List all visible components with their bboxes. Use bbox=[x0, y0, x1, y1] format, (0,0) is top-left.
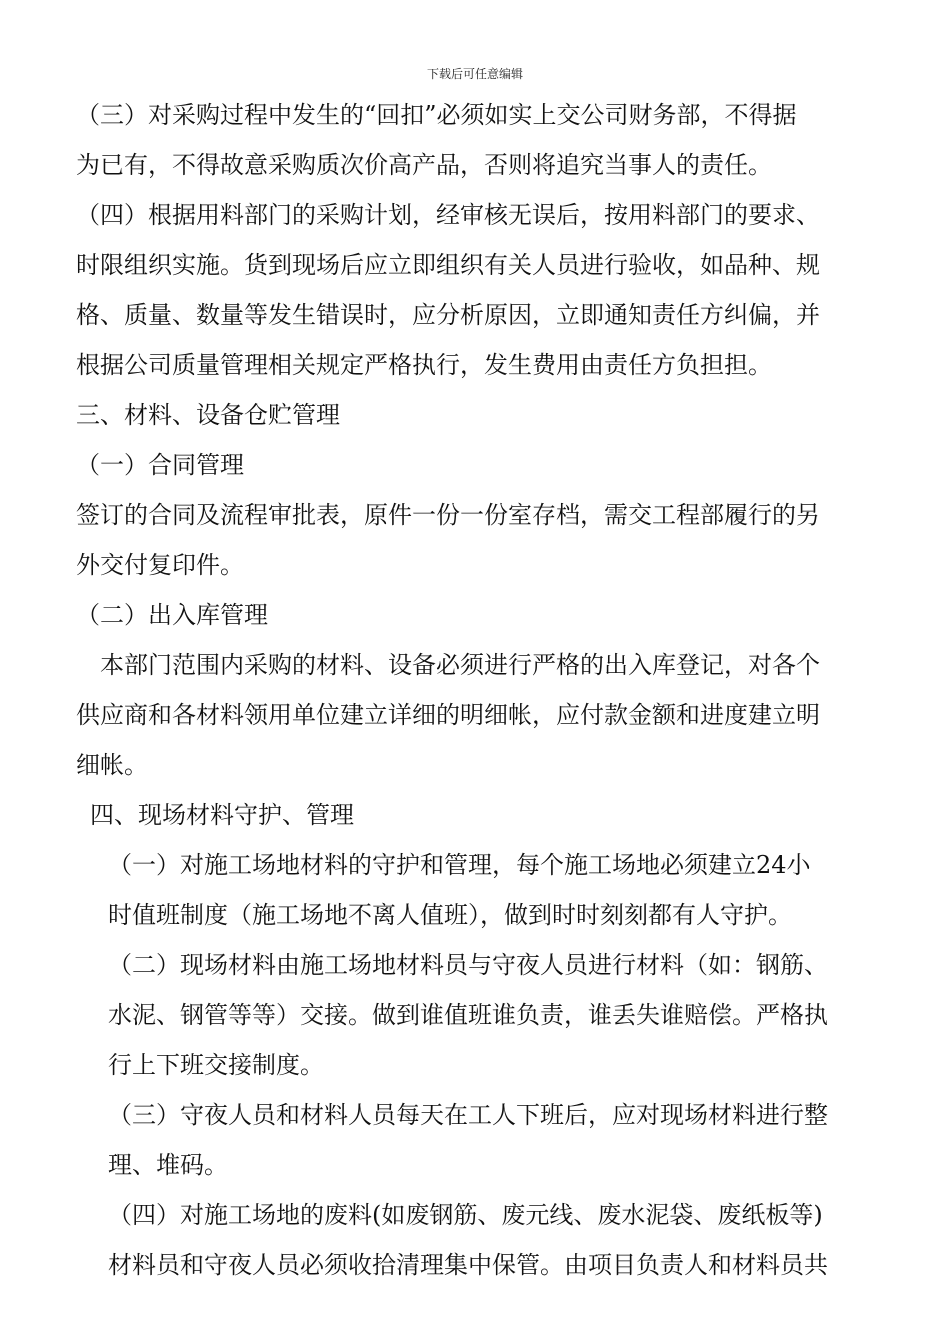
section-heading: 四、现场材料守护、管理 bbox=[90, 801, 354, 829]
paragraph-line: 行上下班交接制度。 bbox=[108, 1051, 324, 1079]
subsection-heading: （二）出入库管理 bbox=[76, 601, 268, 629]
paragraph-line: 根据公司质量管理相关规定严格执行，发生费用由责任方负担担。 bbox=[76, 351, 772, 379]
subsection-heading: （一）合同管理 bbox=[76, 451, 244, 479]
paragraph-line: 水泥、钢管等等）交接。做到谁值班谁负责，谁丢失谁赔偿。严格执 bbox=[108, 1001, 828, 1029]
paragraph-line: 为已有，不得故意采购质次价高产品，否则将追究当事人的责任。 bbox=[76, 151, 772, 179]
paragraph-line: （三）守夜人员和材料人员每天在工人下班后，应对现场材料进行整 bbox=[108, 1101, 828, 1129]
paragraph-line: 本部门范围内采购的材料、设备必须进行严格的出入库登记，对各个 bbox=[100, 651, 820, 679]
paragraph-line: （二）现场材料由施工场地材料员与守夜人员进行材料（如：钢筋、 bbox=[108, 951, 828, 979]
section-heading: 三、材料、设备仓贮管理 bbox=[76, 401, 340, 429]
paragraph-line: 细帐。 bbox=[76, 751, 148, 779]
paragraph-line: 签订的合同及流程审批表，原件一份一份室存档，需交工程部履行的另 bbox=[76, 501, 820, 529]
page-header: 下载后可任意编辑 bbox=[426, 67, 523, 81]
paragraph-line: （四）对施工场地的废料(如废钢筋、废元线、废水泥袋、废纸板等) bbox=[108, 1201, 823, 1229]
paragraph-line: 时限组织实施。货到现场后应立即组织有关人员进行验收，如品种、规 bbox=[76, 251, 820, 279]
paragraph-line: （三）对采购过程中发生的“回扣”必须如实上交公司财务部，不得据 bbox=[76, 101, 797, 129]
document-body bbox=[76, 90, 881, 1290]
paragraph-line: 格、质量、数量等发生错误时，应分析原因，立即通知责任方纠偏，并 bbox=[76, 301, 820, 329]
paragraph-line: 材料员和守夜人员必须收拾清理集中保管。由项目负责人和材料员共 bbox=[108, 1251, 828, 1279]
paragraph-line: （四）根据用料部门的采购计划，经审核无误后，按用料部门的要求、 bbox=[76, 201, 820, 229]
paragraph-line: 理、堆码。 bbox=[108, 1151, 228, 1179]
paragraph-line: 外交付复印件。 bbox=[76, 551, 244, 579]
paragraph-line: 时值班制度（施工场地不离人值班），做到时时刻刻都有人守护。 bbox=[108, 901, 792, 929]
paragraph-line: （一）对施工场地材料的守护和管理，每个施工场地必须建立24小 bbox=[108, 851, 811, 879]
paragraph-line: 供应商和各材料领用单位建立详细的明细帐，应付款金额和进度建立明 bbox=[76, 701, 820, 729]
